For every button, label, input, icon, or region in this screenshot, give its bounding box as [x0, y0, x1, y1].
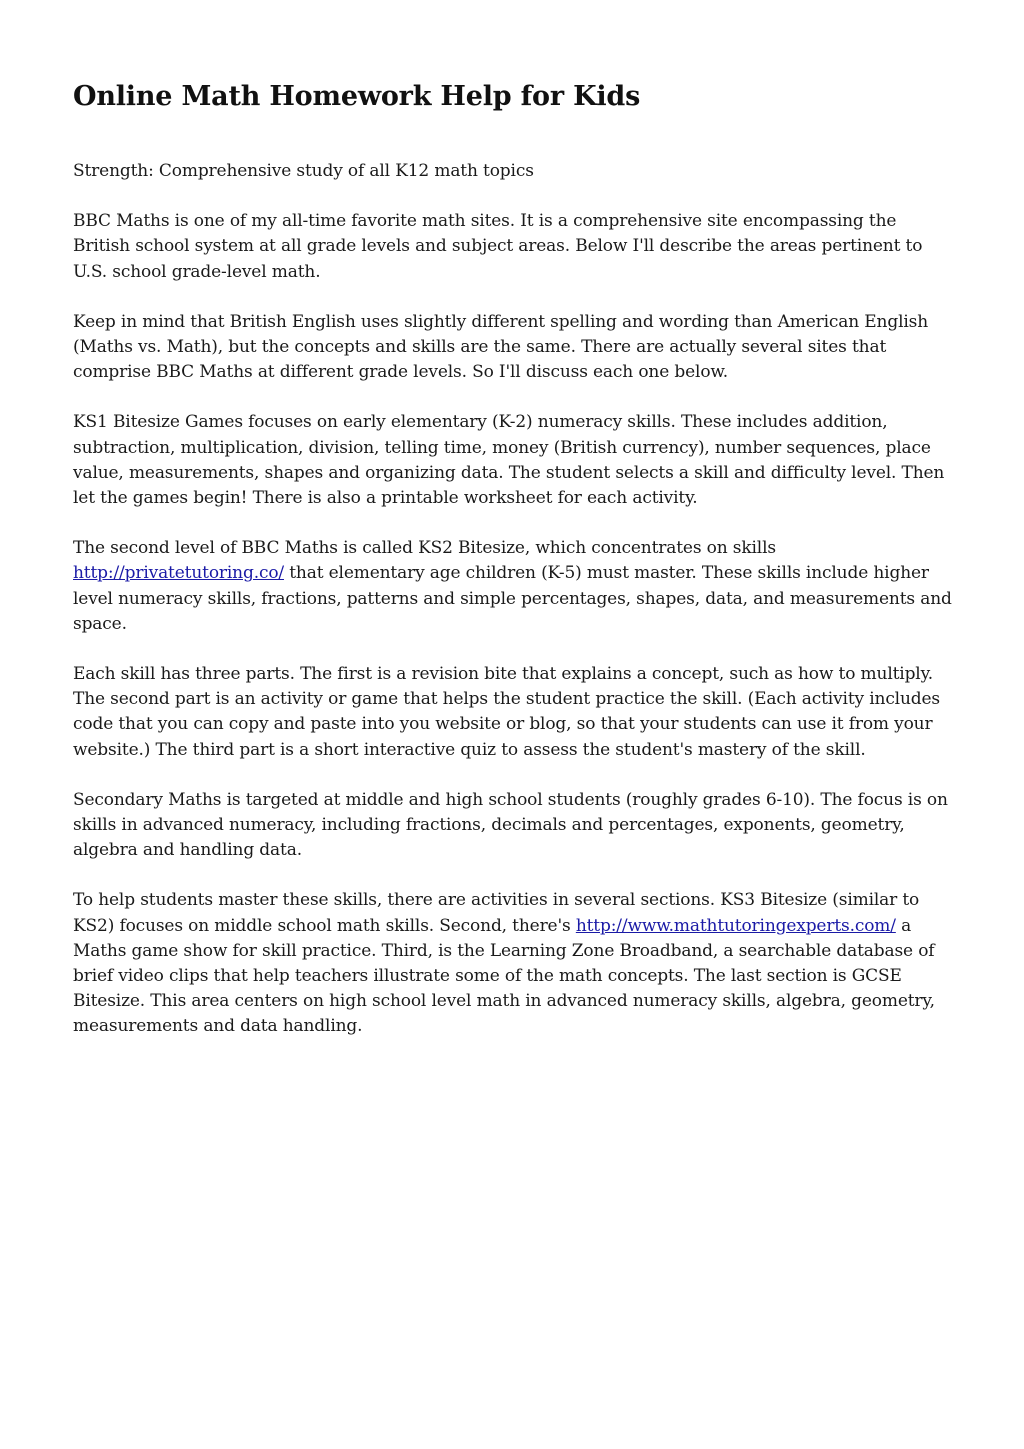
paragraph-ks2-text-start: The second level of BBC Maths is called KS2 Bitesize, which concentrates on skills — [73, 538, 776, 559]
document-page — [73, 78, 953, 1065]
paragraph-british-english: Keep in mind that British English uses slightly different spelling and wording than American English (Maths vs. Math), but the concepts and skills are the same. There are actually several sites that comprise BBC Maths at different grade levels. So I'll discuss each one below. — [73, 311, 929, 383]
paragraph-skill-parts: Each skill has three parts. The first is a revision bite that explains a concept, such as how to multiply. The second part is an activity or game that helps the student practice the skill. (Each activity includes code that you can copy and paste into you website or blog, so that your students can use it from your website.) The third part is a short interactive quiz to assess the student's mastery of the skill. — [73, 664, 940, 760]
privatetutoring-link[interactable]: http://privatetutoring.co/ — [73, 563, 284, 584]
mathtutoringexperts-link[interactable]: http://www.mathtutoringexperts.com/ — [575, 915, 896, 936]
paragraph-ks1: KS1 Bitesize Games focuses on early elementary (K-2) numeracy skills. These includes addition, subtraction, multiplication, division, telling time, money (British currency), number sequences, place value, measurements, shapes and organizing data. The student selects a skill and difficulty level. Then let the games begin! There is also a printable worksheet for each activity. — [73, 412, 945, 509]
paragraph-sections-text-end: a Maths game show for skill practice. Third, is the Learning Zone Broadband, a searchable database of brief video clips that help teachers illustrate some of the math concepts. The last section is GCSE Bitesize. This area centers on high school level math in advanced numeracy skills, algebra, geometry, measurements and data handling. — [73, 915, 935, 1037]
paragraph-ks2-text-end: that elementary age children (K-5) must master. These skills include higher level numeracy skills, fractions, patterns and simple percentages, shapes, data, and measurements and space. — [73, 563, 952, 634]
paragraph-ks2 — [73, 536, 953, 637]
paragraph-strength: Strength: Comprehensive study of all K12 math topics — [73, 161, 534, 181]
paragraph-intro: BBC Maths is one of my all-time favorite math sites. It is a comprehensive site encompassing the British school system at all grade levels and subject areas. Below I'll describe the areas pertinent to U.S. school grade-level math. — [73, 211, 923, 282]
paragraph-sections-text-start: To help students master these skills, there are activities in several sections. KS3 Bitesize (similar to KS2) focuses on middle school math skills. Second, there's — [73, 890, 920, 936]
page-title: Online Math Homework Help for Kids — [73, 81, 641, 112]
paragraph-secondary: Secondary Maths is targeted at middle and high school students (roughly grades 6-10). The focus is on skills in advanced numeracy, including fractions, decimals and percentages, exponents, geometry, algebra and handling data. — [73, 789, 948, 861]
paragraph-sections — [73, 888, 953, 1039]
